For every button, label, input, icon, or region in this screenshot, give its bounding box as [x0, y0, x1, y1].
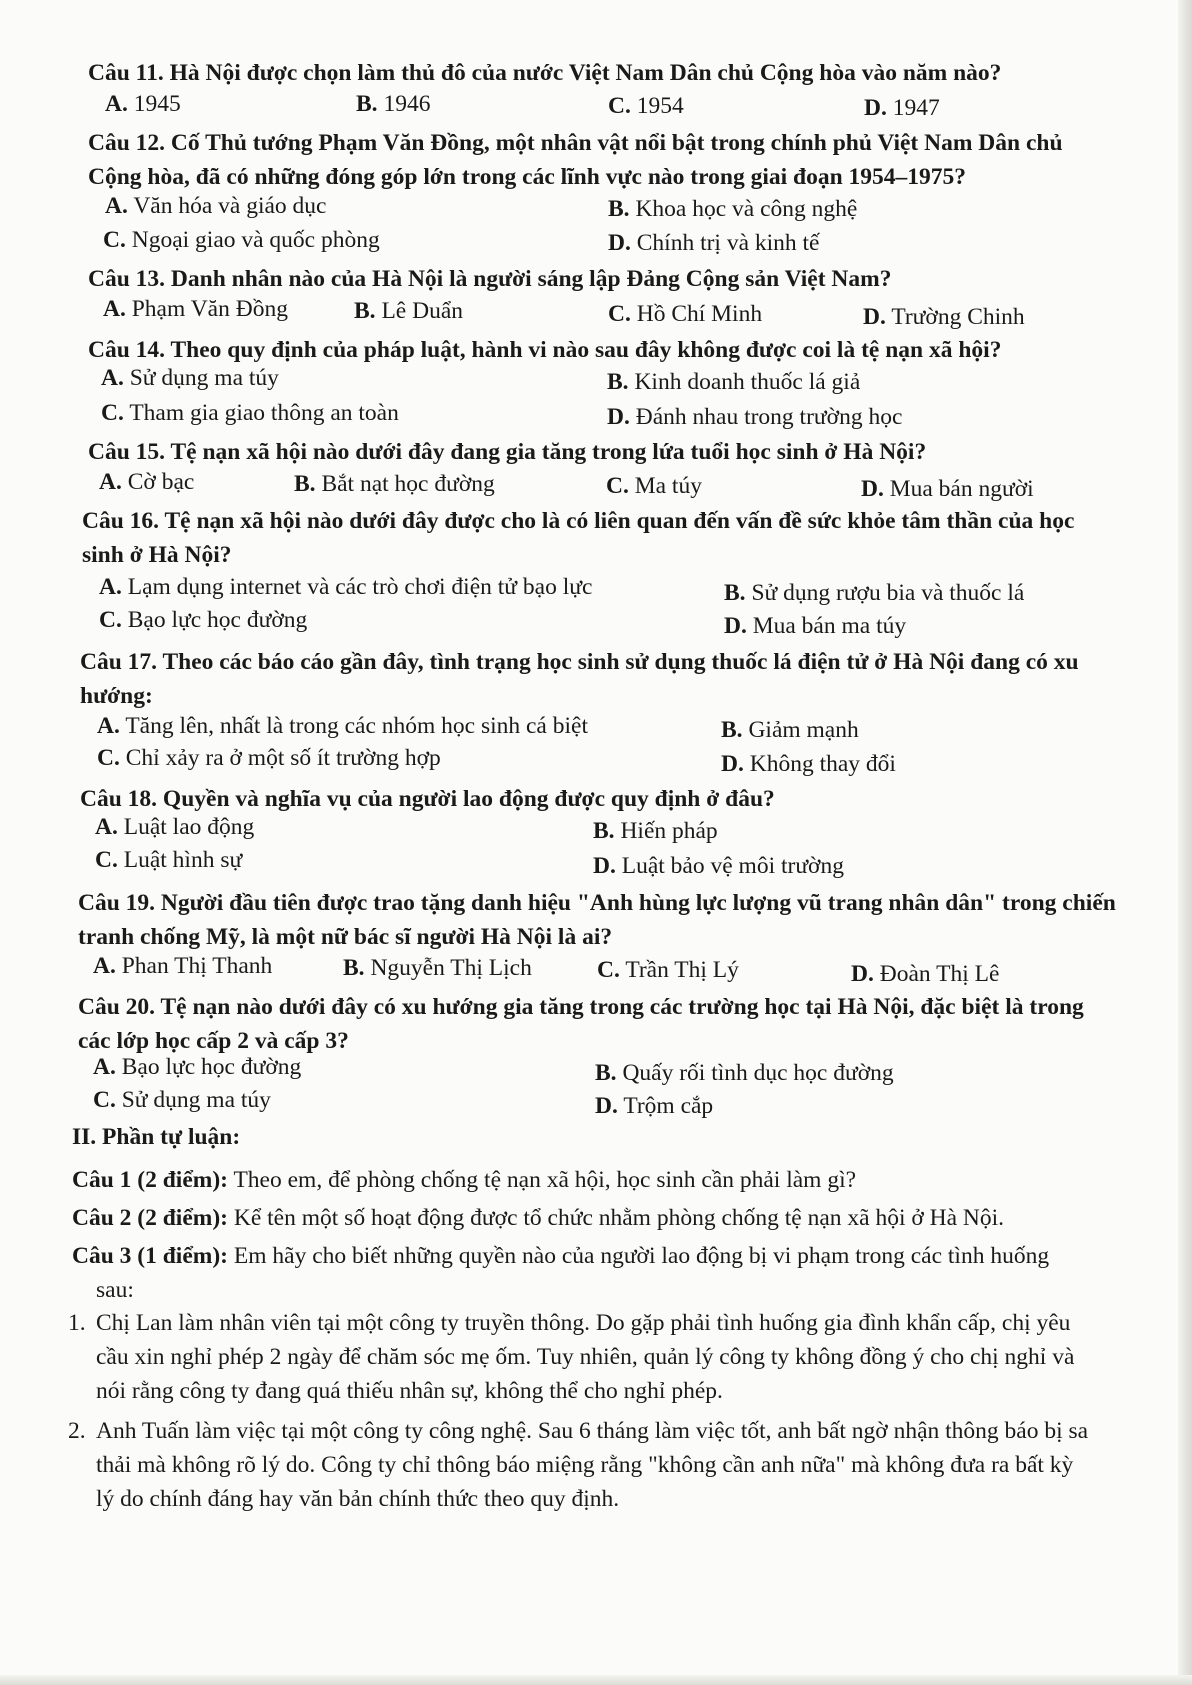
option-a: A. Lạm dụng internet và các trò chơi điện tử bạo lực	[99, 574, 593, 600]
option-d: D. Chính trị và kinh tế	[608, 230, 820, 256]
option-a: A. Luật lao động	[95, 814, 255, 840]
question-17	[80, 645, 1115, 713]
question-label: Câu 19.	[78, 890, 156, 916]
option-c: C. Trần Thị Lý	[597, 957, 739, 983]
option-d: D. Đoàn Thị Lê	[851, 961, 1000, 987]
section-heading: II. Phần tự luận:	[72, 1124, 241, 1150]
option-b: B. Bắt nạt học đường	[294, 471, 495, 497]
question-label: Câu 11.	[88, 60, 164, 86]
option-d: D. 1947	[864, 95, 940, 121]
option-d: D. Mua bán ma túy	[724, 613, 907, 639]
option-b: B. Quấy rối tình dục học đường	[595, 1060, 894, 1086]
question-text: Tệ nạn nào dưới đây có xu hướng gia tăng trong các trường học tại Hà Nội, đặc biệt là trong các lớp học cấp 2 và cấp 3?	[78, 994, 1084, 1054]
question-label: Câu 20.	[78, 994, 156, 1020]
situation-1	[68, 1306, 1093, 1408]
question-18	[80, 782, 1105, 816]
question-12	[88, 126, 1113, 194]
question-text: Theo quy định của pháp luật, hành vi nào sau đây không được coi là tệ nạn xã hội?	[170, 337, 1002, 363]
question-13	[88, 262, 1113, 296]
situation-number: 2.	[68, 1418, 86, 1444]
essay-label: Câu 1 (2 điểm):	[72, 1167, 228, 1193]
question-16	[82, 504, 1112, 572]
essay-text: Kể tên một số hoạt động được tổ chức nhằm phòng chống tệ nạn xã hội ở Hà Nội.	[233, 1205, 1005, 1231]
question-label: Câu 13.	[88, 266, 166, 292]
question-label: Câu 16.	[82, 508, 160, 534]
situation-text: Anh Tuấn làm việc tại một công ty công nghệ. Sau 6 tháng làm việc tốt, anh bất ngờ nhận thông báo bị sa thải mà không rõ lý do. Công ty chỉ thông báo miệng rằng "không cần anh nữa" mà không đưa ra bất kỳ lý do chính đáng hay văn bản chính thức theo quy định.	[96, 1418, 1089, 1512]
option-c: C. Bạo lực học đường	[99, 607, 308, 633]
question-15	[88, 435, 1113, 469]
option-c: C. 1954	[608, 93, 684, 119]
option-b: B. Hiến pháp	[593, 818, 718, 844]
option-c: C. Tham gia giao thông an toàn	[101, 400, 399, 426]
question-11	[88, 56, 1113, 90]
option-a: A. Tăng lên, nhất là trong các nhóm học sinh cá biệt	[97, 713, 588, 739]
option-b: B. Kinh doanh thuốc lá giả	[607, 369, 861, 395]
option-a: A. Văn hóa và giáo dục	[105, 193, 327, 219]
option-a: A. Sử dụng ma túy	[101, 365, 279, 391]
option-a: A. Bạo lực học đường	[93, 1054, 302, 1080]
essay-question-3	[72, 1239, 1092, 1307]
option-d: D. Luật bảo vệ môi trường	[593, 853, 844, 879]
question-19	[78, 886, 1118, 954]
option-d: D. Trường Chinh	[863, 304, 1025, 330]
essay-label: Câu 3 (1 điểm):	[72, 1243, 228, 1269]
essay-text: Em hãy cho biết những quyền nào của người lao động bị vi phạm trong các tình huống sau:	[96, 1243, 1050, 1303]
option-c: C. Sử dụng ma túy	[93, 1087, 271, 1113]
option-a: A. 1945	[105, 91, 181, 117]
option-c: C. Luật hình sự	[95, 847, 243, 873]
question-14	[88, 333, 1113, 367]
question-text: Cố Thủ tướng Phạm Văn Đồng, một nhân vật nổi bật trong chính phủ Việt Nam Dân chủ Cộng hòa, đã có những đóng góp lớn trong các lĩnh vực nào trong giai đoạn 1954–1975?	[88, 130, 1063, 190]
question-20	[78, 990, 1108, 1058]
essay-question-2	[72, 1201, 1092, 1235]
option-d: D. Không thay đổi	[721, 751, 896, 777]
question-text: Người đầu tiên được trao tặng danh hiệu "Anh hùng lực lượng vũ trang nhân dân" trong chiến tranh chống Mỹ, là một nữ bác sĩ người Hà Nội là ai?	[78, 890, 1116, 950]
option-d: D. Đánh nhau trong trường học	[607, 404, 903, 430]
essay-question-1	[72, 1163, 1092, 1197]
option-d: D. Mua bán người	[861, 476, 1034, 502]
option-a: A. Phạm Văn Đồng	[103, 296, 288, 322]
option-a: A. Cờ bạc	[99, 469, 195, 495]
situation-number: 1.	[68, 1310, 86, 1336]
question-label: Câu 14.	[88, 337, 166, 363]
situation-text: Chị Lan làm nhân viên tại một công ty truyền thông. Do gặp phải tình huống gia đình khẩn cấp, chị yêu cầu xin nghỉ phép 2 ngày để chăm sóc mẹ ốm. Tuy nhiên, quản lý công ty không đồng ý cho chị nghỉ và nói rằng công ty đang quá thiếu nhân sự, không thể cho nghỉ phép.	[96, 1310, 1075, 1404]
essay-label: Câu 2 (2 điểm):	[72, 1205, 228, 1231]
question-text: Hà Nội được chọn làm thủ đô của nước Việt Nam Dân chủ Cộng hòa vào năm nào?	[169, 60, 1002, 86]
option-c: C. Chỉ xảy ra ở một số ít trường hợp	[97, 745, 441, 771]
situation-2	[68, 1414, 1093, 1516]
question-label: Câu 17.	[80, 649, 158, 675]
option-c: C. Hồ Chí Minh	[608, 301, 763, 327]
question-label: Câu 18.	[80, 786, 158, 812]
option-b: B. Khoa học và công nghệ	[608, 196, 858, 222]
question-text: Theo các báo cáo gần đây, tình trạng học sinh sử dụng thuốc lá điện tử ở Hà Nội đang có xu hướng:	[80, 649, 1079, 709]
option-c: C. Ma túy	[606, 473, 702, 499]
option-b: B. Lê Duẩn	[354, 298, 463, 324]
option-b: B. 1946	[356, 91, 431, 117]
option-b: B. Nguyễn Thị Lịch	[343, 955, 532, 981]
question-label: Câu 15.	[88, 439, 166, 465]
question-text: Tệ nạn xã hội nào dưới đây đang gia tăng trong lứa tuổi học sinh ở Hà Nội?	[170, 439, 927, 465]
option-d: D. Trộm cắp	[595, 1093, 714, 1119]
option-a: A. Phan Thị Thanh	[93, 953, 273, 979]
essay-text: Theo em, để phòng chống tệ nạn xã hội, học sinh cần phải làm gì?	[233, 1167, 857, 1193]
option-b: B. Sử dụng rượu bia và thuốc lá	[724, 580, 1025, 606]
option-c: C. Ngoại giao và quốc phòng	[103, 227, 380, 253]
question-text: Quyền và nghĩa vụ của người lao động được quy định ở đâu?	[162, 786, 775, 812]
question-text: Danh nhân nào của Hà Nội là người sáng lập Đảng Cộng sản Việt Nam?	[170, 266, 892, 292]
question-text: Tệ nạn xã hội nào dưới đây được cho là có liên quan đến vấn đề sức khỏe tâm thần của học sinh ở Hà Nội?	[82, 508, 1075, 568]
question-label: Câu 12.	[88, 130, 166, 156]
option-b: B. Giảm mạnh	[721, 717, 859, 743]
